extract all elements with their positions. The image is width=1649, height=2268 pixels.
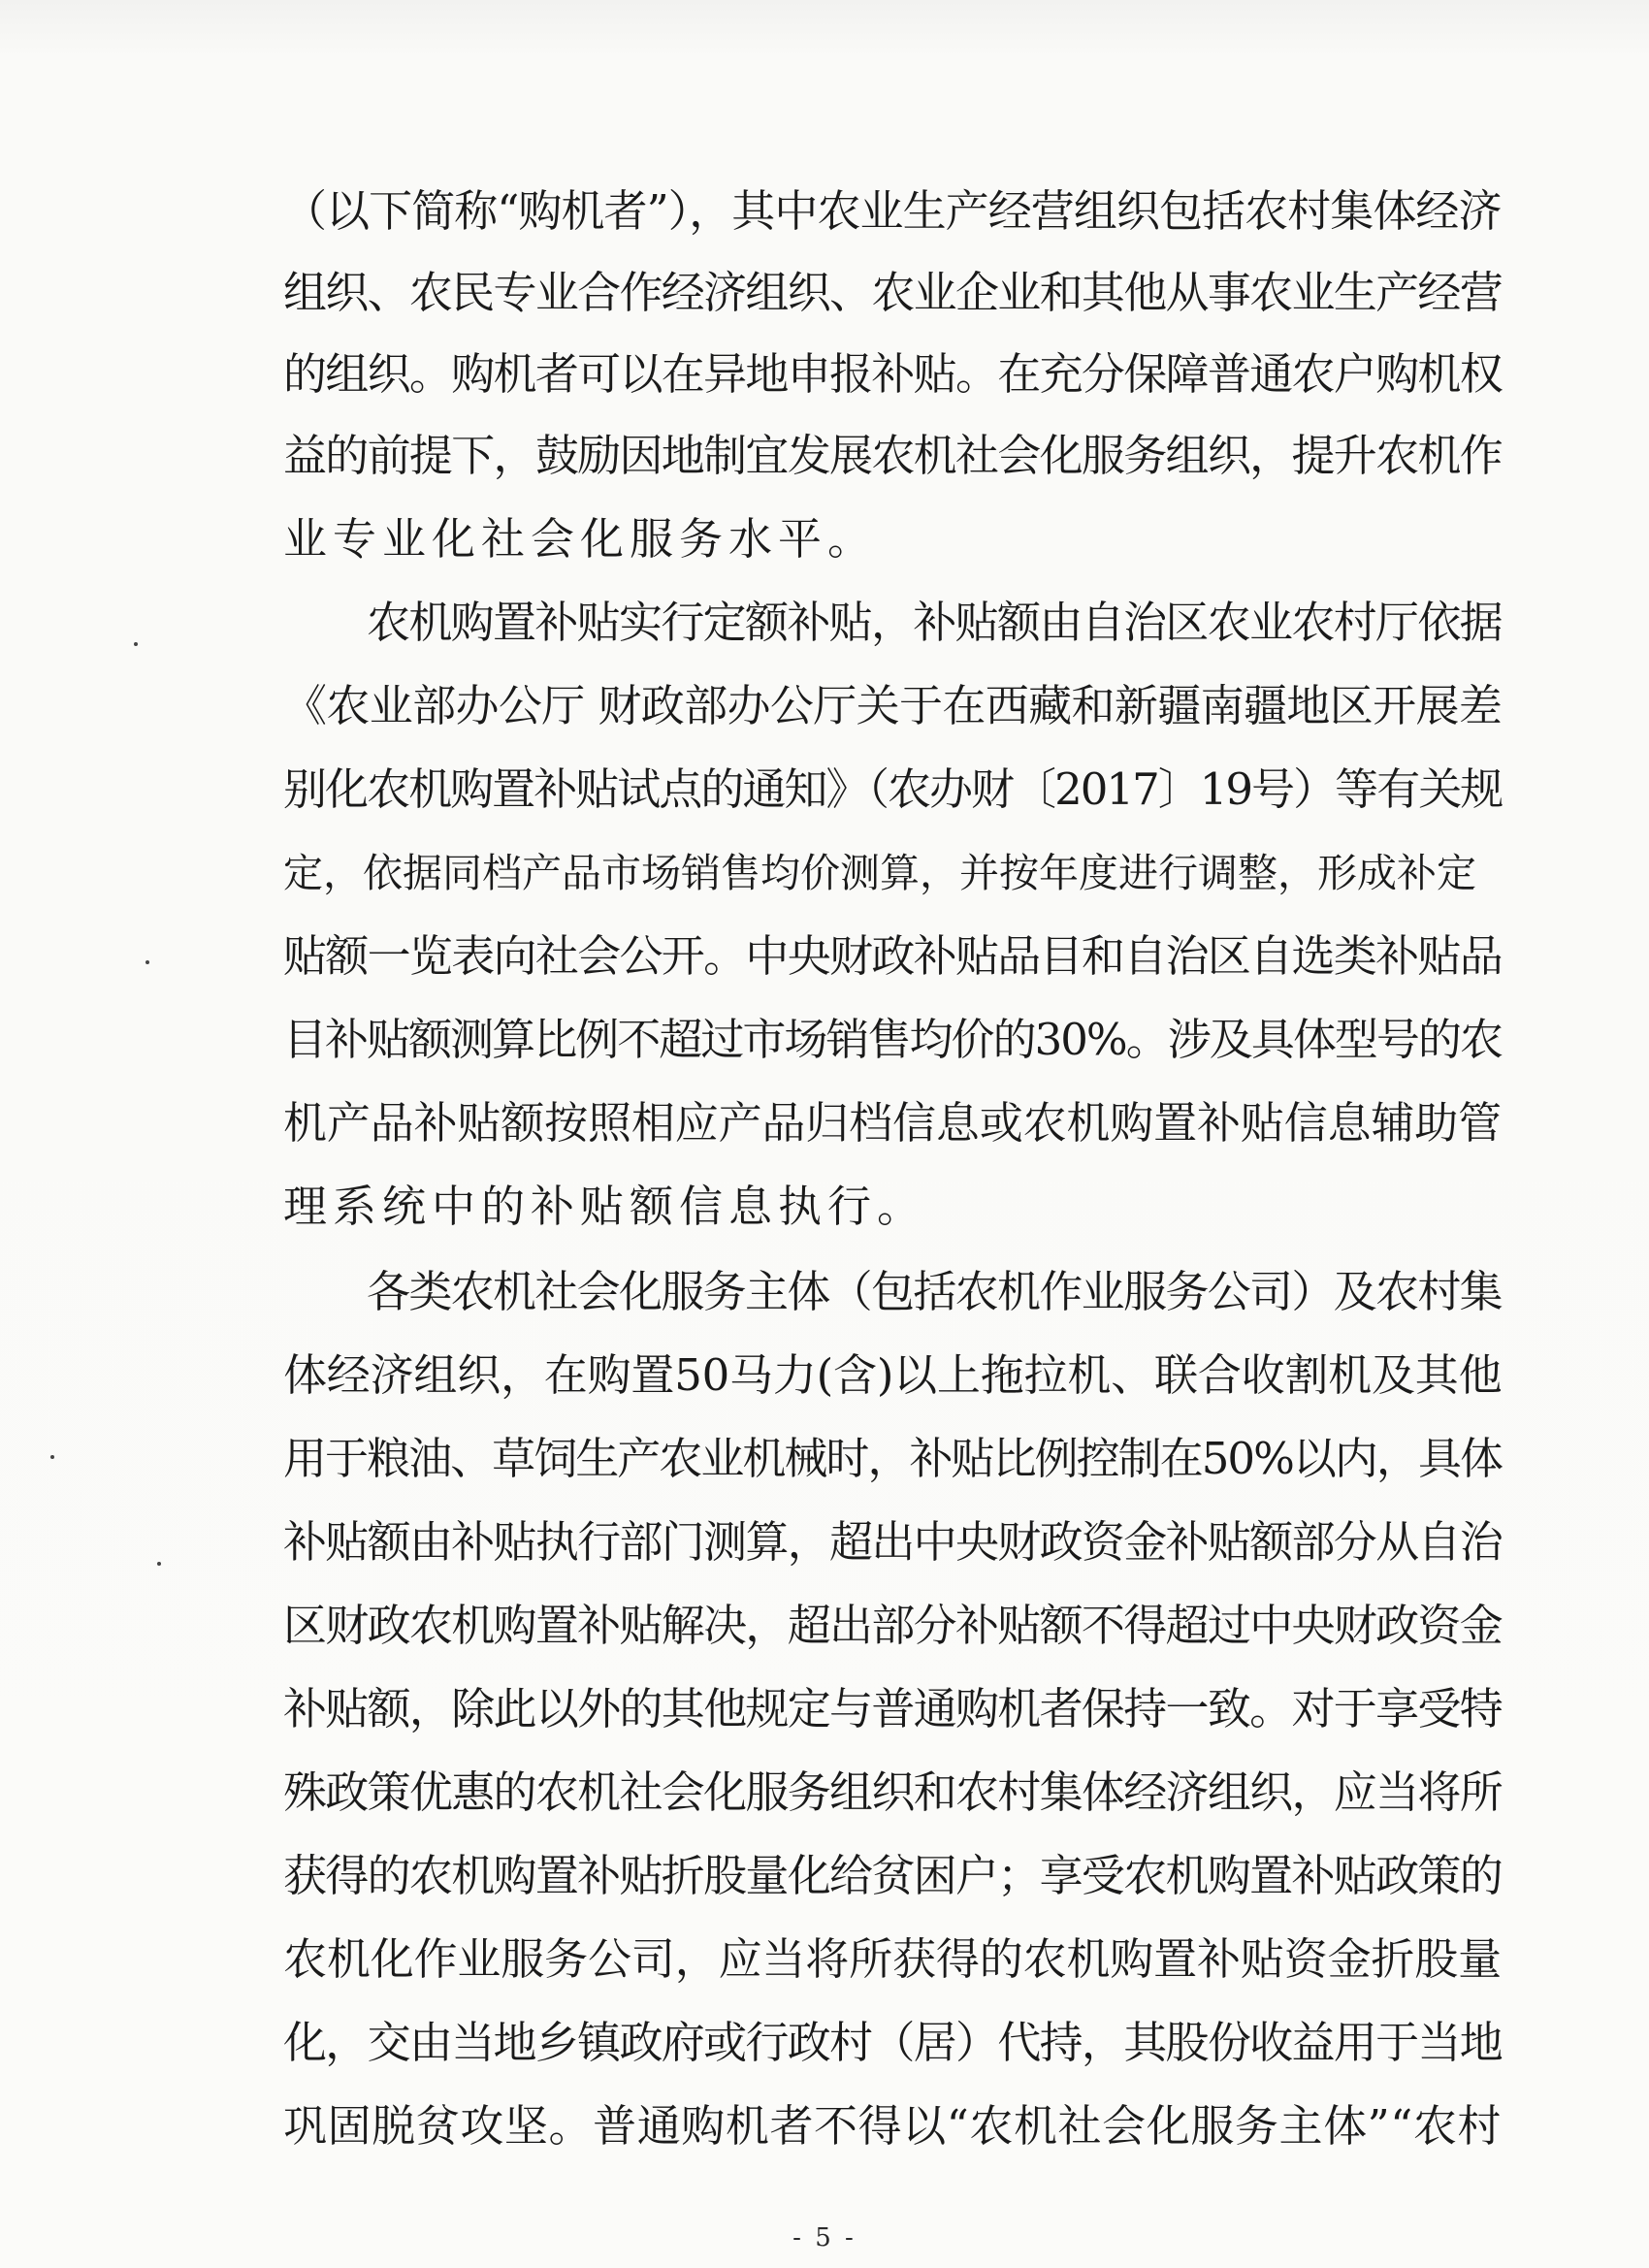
text-line: 目补贴额测算比例不超过市场销售均价的30%。涉及具体型号的农 bbox=[283, 1014, 1503, 1065]
text-line: 的组织。购机者可以在异地申报补贴。在充分保障普通农户购机权 bbox=[283, 348, 1503, 400]
text-line: 巩固脱贫攻坚。普通购机者不得以“农机社会化服务主体”“农村 bbox=[283, 2100, 1503, 2152]
scan-speck bbox=[50, 1455, 54, 1459]
text-line: 组织、农民专业合作经济组织、农业企业和其他从事农业生产经营 bbox=[283, 267, 1503, 318]
text-line: 贴额一览表向社会公开。中央财政补贴品目和自治区自选类补贴品 bbox=[283, 930, 1503, 982]
text-line: （以下简称“购机者”），其中农业生产经营组织包括农村集体经济 bbox=[283, 185, 1502, 237]
text-line: 殊政策优惠的农机社会化服务组织和农村集体经济组织，应当将所 bbox=[283, 1766, 1503, 1818]
scan-speck bbox=[157, 1562, 161, 1566]
scan-speck bbox=[146, 960, 149, 964]
text-line: 益的前提下，鼓励因地制宜发展农机社会化服务组织，提升农机作 bbox=[283, 430, 1503, 481]
text-line: 定，依据同档产品市场销售均价测算，并按年度进行调整，形成补定 bbox=[283, 850, 1476, 896]
text-line: 理系统中的补贴额信息执行。 bbox=[283, 1181, 927, 1232]
text-line: 各类农机社会化服务主体（包括农机作业服务公司）及农村集 bbox=[367, 1266, 1503, 1317]
text-line: 化，交由当地乡镇政府或行政村（居）代持，其股份收益用于当地 bbox=[283, 2017, 1503, 2068]
text-line: 《农业部办公厅 财政部办公厅关于在西藏和新疆南疆地区开展差 bbox=[283, 680, 1503, 731]
text-line: 别化农机购置补贴试点的通知》（农办财〔2017〕19号）等有关规 bbox=[283, 763, 1503, 815]
page-number: - 5 - bbox=[792, 2223, 857, 2252]
text-line: 补贴额，除此以外的其他规定与普通购机者保持一致。对于享受特 bbox=[283, 1683, 1503, 1734]
text-line: 用于粮油、草饲生产农业机械时，补贴比例控制在50%以内，具体 bbox=[283, 1433, 1503, 1484]
scan-speck bbox=[134, 642, 138, 646]
text-line: 体经济组织，在购置50马力(含)以上拖拉机、联合收割机及其他 bbox=[283, 1349, 1503, 1401]
text-line: 区财政农机购置补贴解决，超出部分补贴额不得超过中央财政资金 bbox=[283, 1600, 1503, 1651]
text-line: 农机化作业服务公司，应当将所获得的农机购置补贴资金折股量 bbox=[283, 1933, 1503, 1985]
text-line: 补贴额由补贴执行部门测算，超出中央财政资金补贴额部分从自治 bbox=[283, 1516, 1503, 1568]
text-line: 机产品补贴额按照相应产品归档信息或农机购置补贴信息辅助管 bbox=[283, 1097, 1503, 1149]
text-line: 获得的农机购置补贴折股量化给贫困户；享受农机购置补贴政策的 bbox=[283, 1850, 1503, 1901]
text-line: 农机购置补贴实行定额补贴，补贴额由自治区农业农村厅依据 bbox=[367, 597, 1503, 648]
text-line: 业专业化社会化服务水平。 bbox=[283, 513, 878, 565]
